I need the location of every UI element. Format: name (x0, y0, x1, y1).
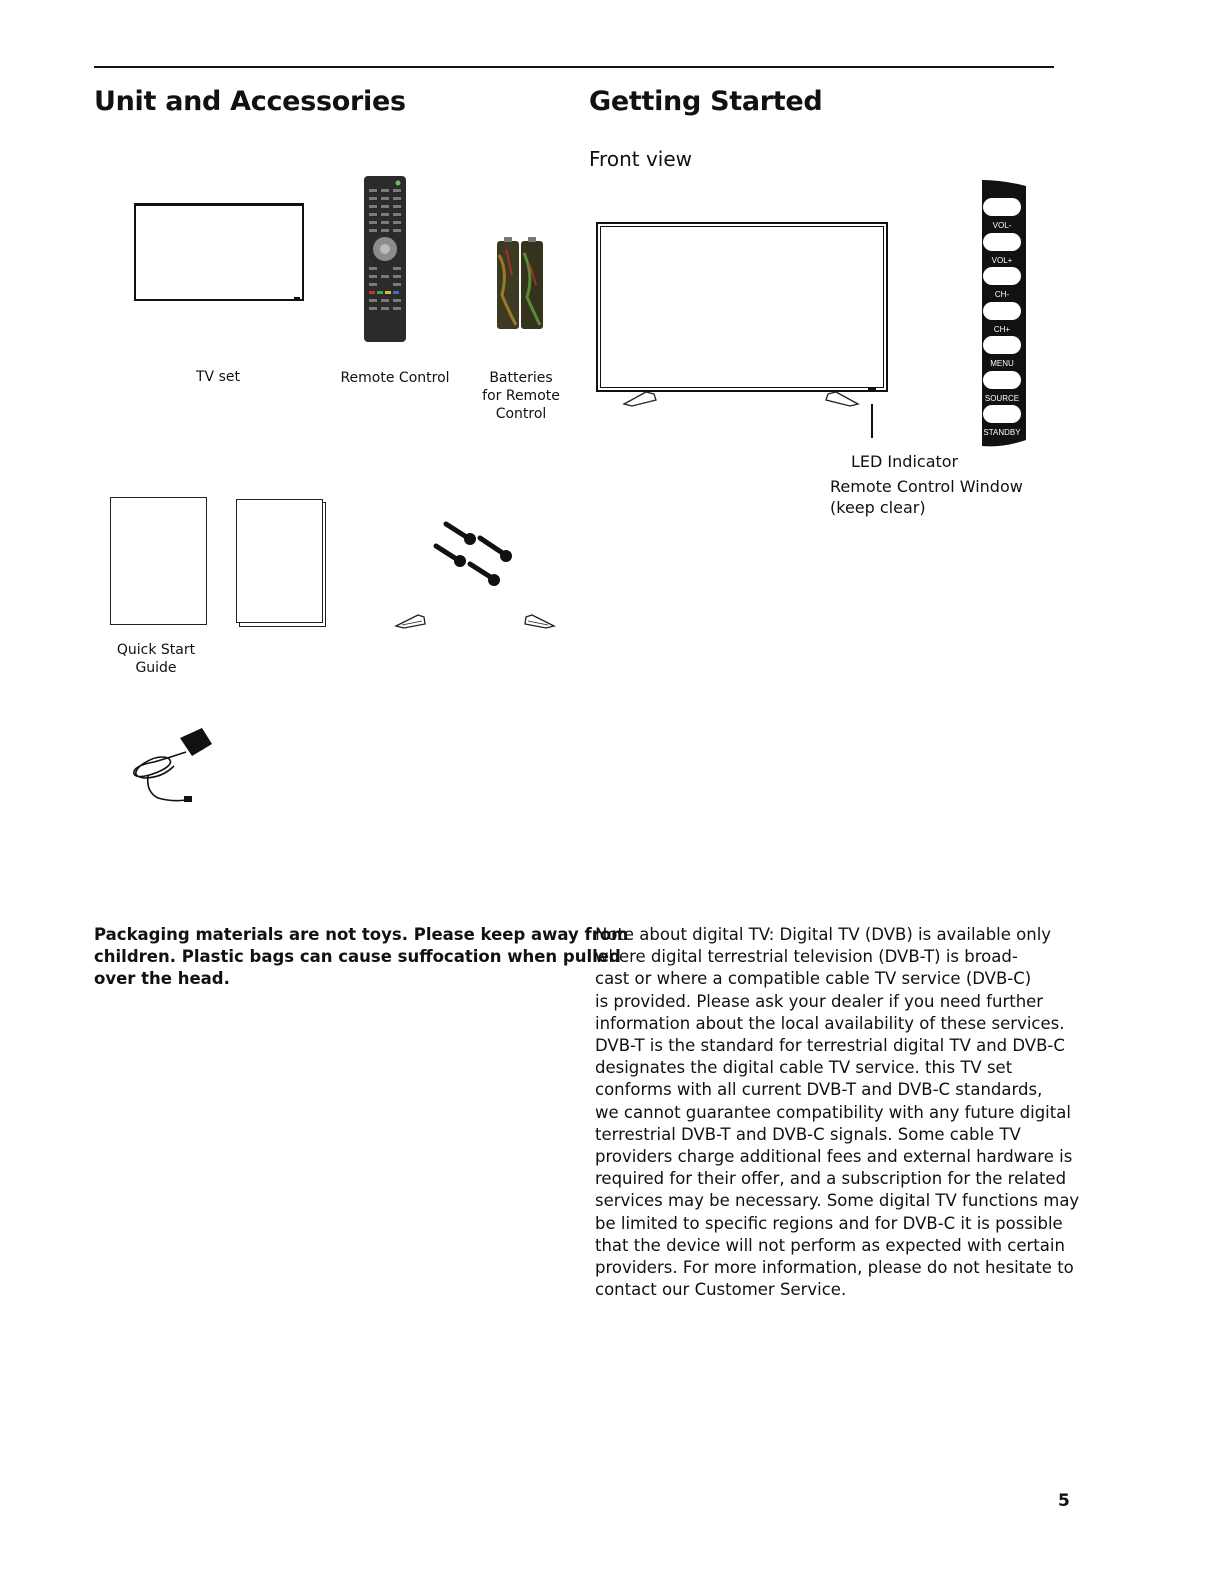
front-stand-foot-left (622, 390, 660, 408)
panel-button-vol-minus[interactable] (978, 198, 1028, 233)
remote-window-label (830, 476, 1023, 518)
batteries-caption-line-3: Control (495, 406, 547, 422)
remote-control-image (362, 175, 408, 343)
batteries-caption-line-1: Batteries (489, 370, 553, 386)
panel-button-label: VOL- (992, 221, 1012, 230)
note-line: providers charge additional fees and external hardware is (595, 1147, 1073, 1167)
quick-start-caption-line-2: Guide (135, 660, 177, 676)
stand-foot-left-image (394, 612, 428, 630)
panel-button-vol-plus[interactable] (978, 233, 1028, 268)
note-line: conforms with all current DVB-T and DVB-C standards, (595, 1080, 1043, 1100)
page-number: 5 (1058, 1491, 1070, 1511)
packaging-warning (94, 924, 628, 990)
stand-foot-right-image (522, 612, 556, 630)
remote-window-line-1: Remote Control Window (830, 477, 1023, 496)
panel-button-source[interactable] (978, 371, 1028, 406)
batteries-caption (470, 369, 572, 423)
side-control-panel (978, 178, 1028, 448)
getting-started-heading: Getting Started (589, 86, 823, 117)
tv-set-caption: TV set (196, 369, 240, 385)
unit-accessories-heading: Unit and Accessories (94, 86, 406, 117)
led-indicator-label: LED Indicator (851, 452, 959, 471)
note-line: cast or where a compatible cable TV service (DVB-C) (595, 969, 1032, 989)
panel-button-label: CH+ (993, 324, 1011, 334)
note-line: designates the digital cable TV service. this TV set (595, 1058, 1013, 1078)
quick-start-caption-line-1: Quick Start (116, 642, 196, 658)
note-line: be limited to specific regions and for DVB-C it is possible (595, 1213, 1063, 1233)
remote-control-caption: Remote Control (340, 370, 450, 386)
panel-button-label: CH- (994, 290, 1010, 299)
batteries-caption-line-2: for Remote (482, 388, 560, 404)
note-line: required for their offer, and a subscription for the related (595, 1169, 1067, 1189)
led-leader-line (871, 404, 873, 438)
warning-line: over the head. (94, 969, 230, 988)
screws-image (428, 516, 514, 590)
batteries-image (494, 235, 548, 331)
panel-button-standby[interactable] (978, 405, 1028, 440)
quick-start-caption (106, 641, 206, 677)
note-line: that the device will not perform as expected with certain (595, 1235, 1065, 1255)
note-line: we cannot guarantee compatibility with any future digital (595, 1102, 1071, 1122)
note-line: services may be necessary. Some digital TV functions may (595, 1191, 1080, 1211)
front-view-subheading: Front view (589, 147, 692, 171)
front-stand-foot-right (822, 390, 860, 408)
note-line: DVB-T is the standard for terrestrial digital TV and DVB-C (595, 1036, 1065, 1056)
warning-line: children. Plastic bags can cause suffocation when pulled (94, 947, 621, 966)
manual-booklet-image (236, 499, 326, 627)
digital-tv-note (595, 924, 1079, 1301)
note-line: providers. For more information, please do not hesitate to (595, 1258, 1074, 1278)
note-line: where digital terrestrial television (DVB-T) is broad- (595, 947, 1018, 967)
note-line: is provided. Please ask your dealer if you need further (595, 991, 1044, 1011)
panel-button-menu[interactable] (978, 336, 1028, 371)
panel-button-label: VOL+ (991, 255, 1013, 265)
tv-set-image (134, 203, 306, 303)
panel-button-ch-plus[interactable] (978, 302, 1028, 337)
warning-line: Packaging materials are not toys. Please keep away from (94, 925, 629, 944)
top-rule (94, 66, 1054, 68)
note-line: Note about digital TV: Digital TV (DVB) is available only (595, 925, 1052, 944)
front-view-tv-image (596, 222, 888, 392)
note-line: information about the local availability of these services. (595, 1013, 1065, 1033)
power-cable-image (128, 722, 220, 806)
panel-button-label: MENU (990, 359, 1014, 368)
remote-window-line-2: (keep clear) (830, 498, 926, 517)
quick-start-guide-image (110, 497, 207, 625)
panel-button-ch-minus[interactable] (978, 267, 1028, 302)
note-line: terrestrial DVB-T and DVB-C signals. Some cable TV (595, 1124, 1021, 1144)
panel-button-label: SOURCE (984, 393, 1020, 403)
panel-button-label: STANDBY (983, 428, 1021, 437)
note-line: contact our Customer Service. (595, 1280, 847, 1300)
